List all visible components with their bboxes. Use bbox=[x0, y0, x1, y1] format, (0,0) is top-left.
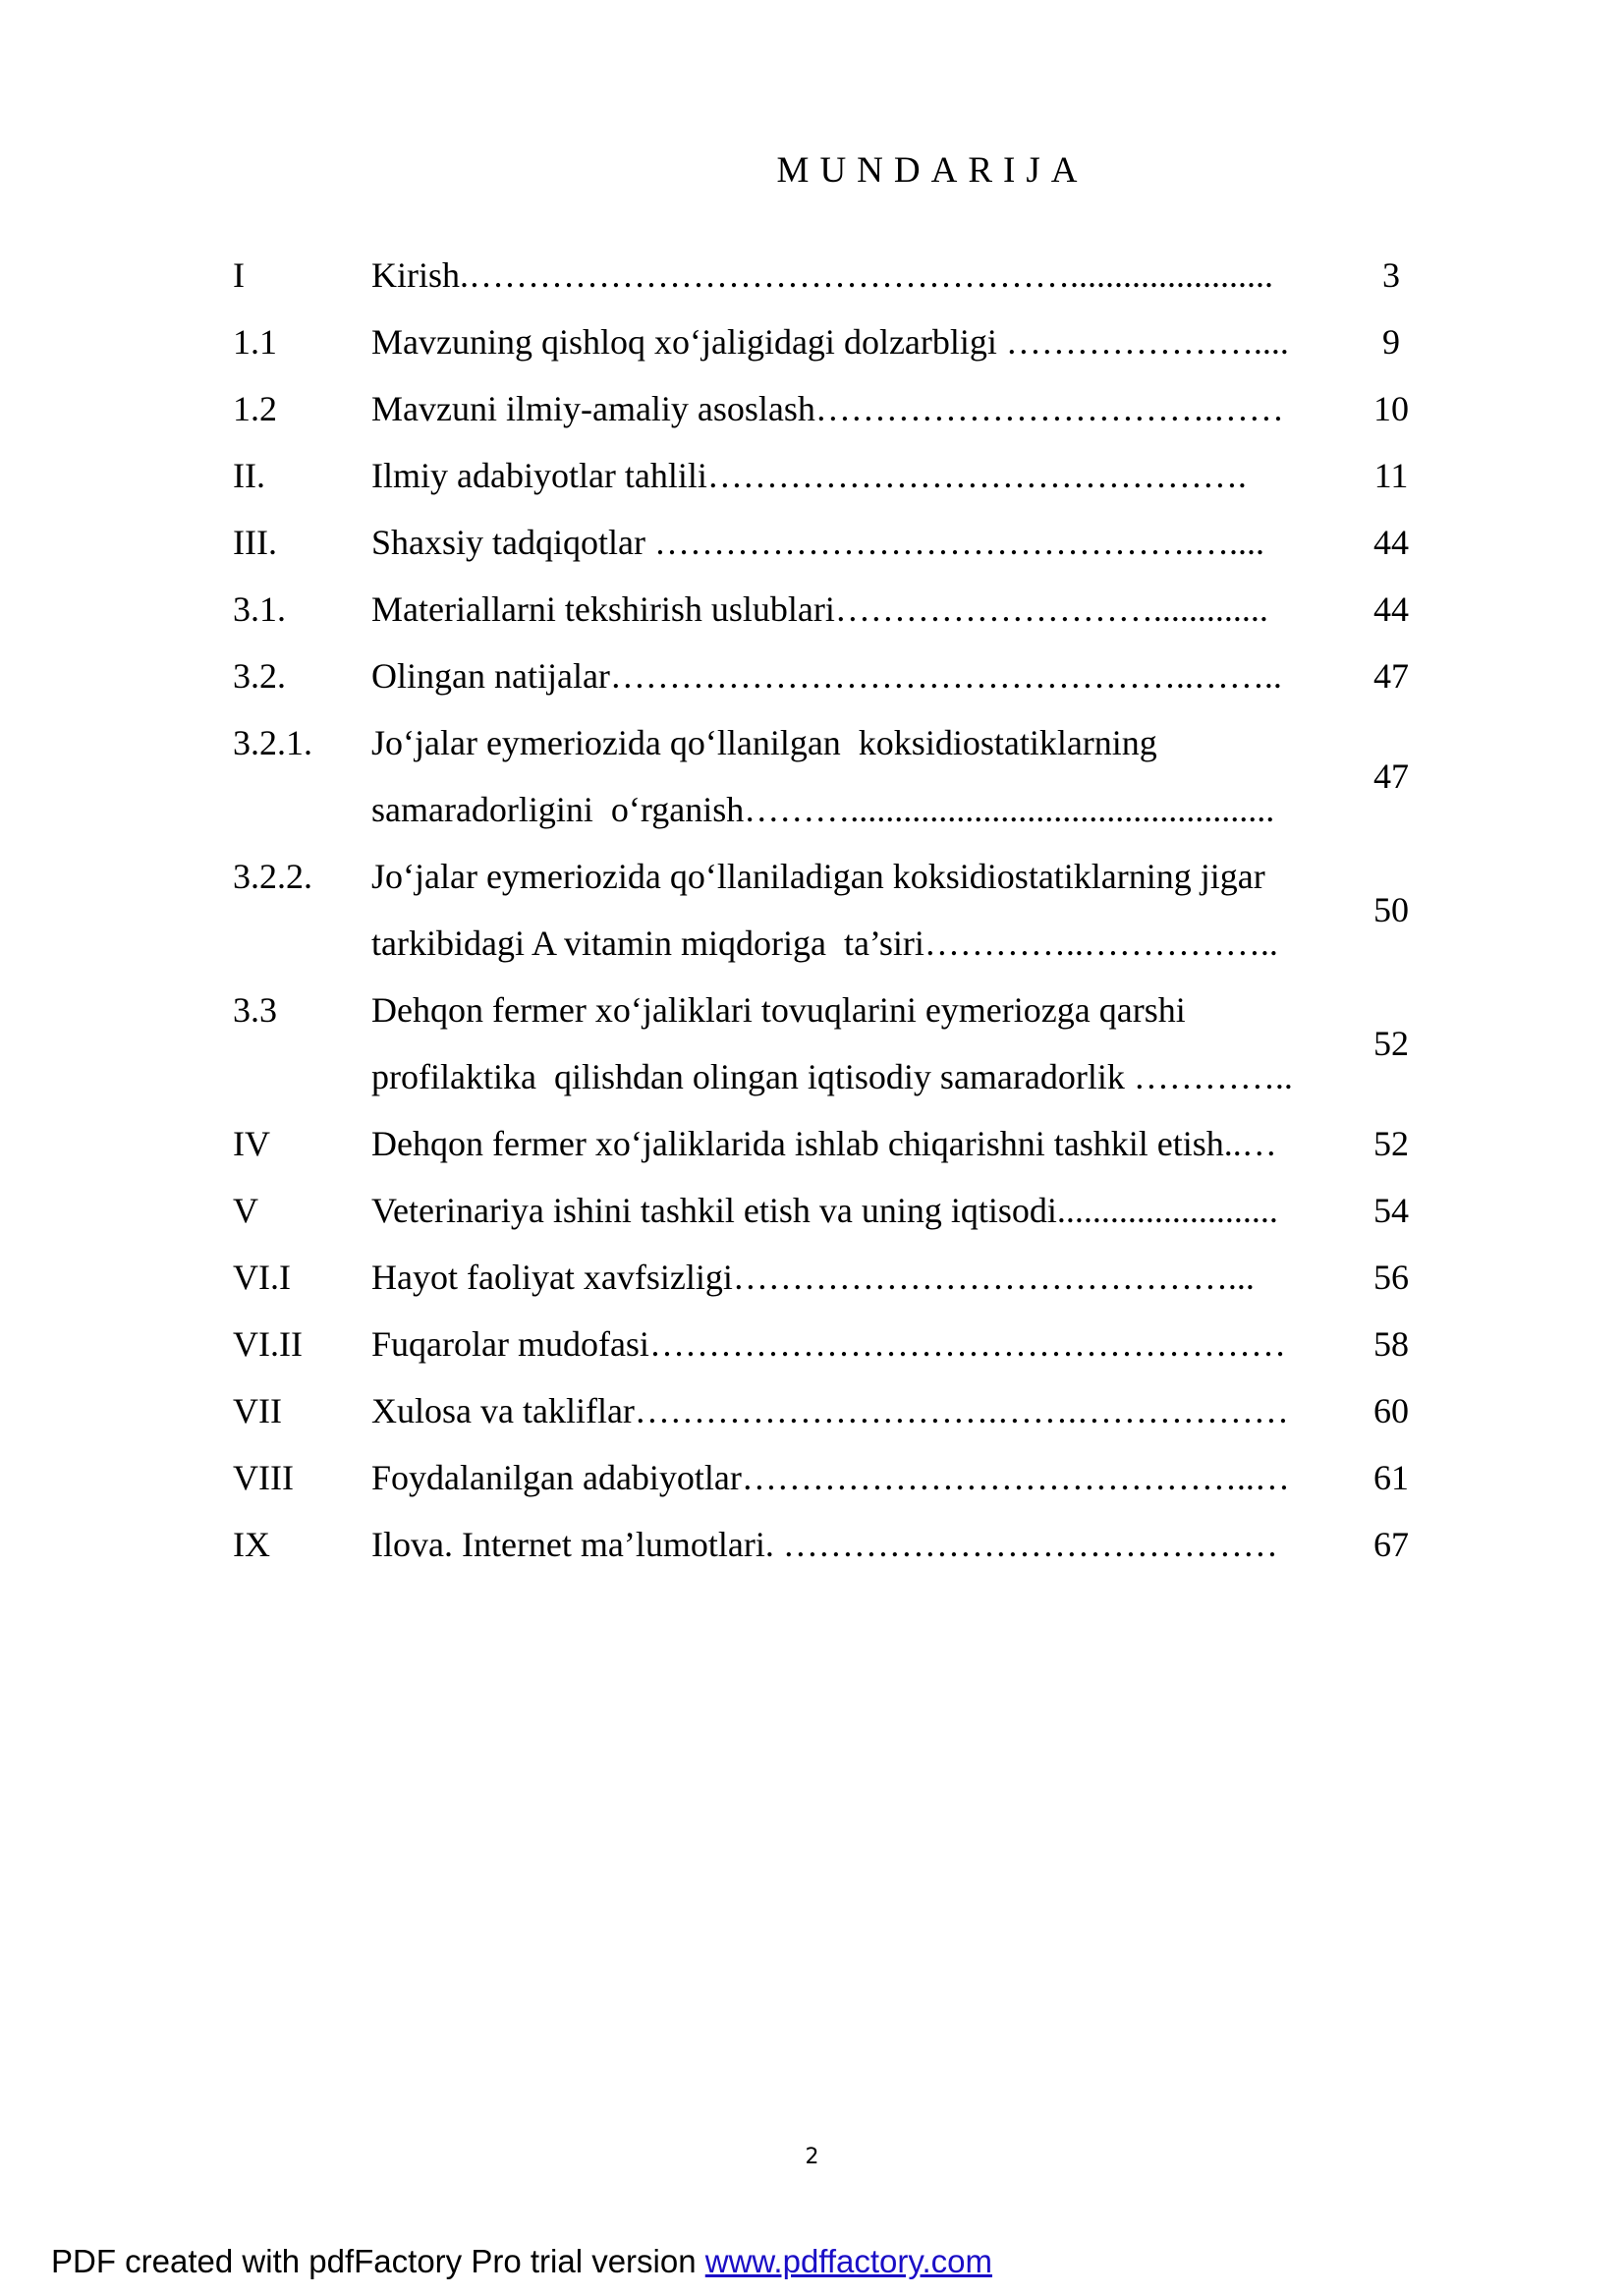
toc-entry-page: 61 bbox=[1373, 1458, 1409, 1497]
toc-entry-title: Ilmiy adabiyotlar tahlili………………………………………. bbox=[371, 456, 1247, 495]
toc-entry-title: Mavzuning qishloq xo‘jaligidagi dolzarbligi ………………….... bbox=[371, 322, 1289, 362]
toc-entry-title: Mavzuni ilmiy-amaliy asoslash…………………………….…… bbox=[371, 389, 1284, 428]
toc-entry-page: 60 bbox=[1373, 1391, 1409, 1430]
toc-entry-number: VII bbox=[233, 1391, 282, 1430]
toc-entry-title: Shaxsiy tadqiqotlar ……………………………………….….... bbox=[371, 523, 1264, 562]
toc-entry-title: Materiallarni tekshirish uslublari………………………............. bbox=[371, 589, 1268, 629]
toc-entry-number: 3.1. bbox=[233, 589, 286, 629]
toc-entry bbox=[233, 1377, 1451, 1444]
toc-entry-title: Dehqon fermer xo‘jaliklari tovuqlarini eymeriozga qarshi profilaktika qilishdan olingan iqtisodiy samaradorlik ………….. bbox=[371, 990, 1293, 1096]
toc-entry-number: V bbox=[233, 1191, 258, 1230]
toc-entry-title: Hayot faoliyat xavfsizligi……………………………………... bbox=[371, 1258, 1255, 1297]
pdffactory-link[interactable]: www.pdffactory.com bbox=[704, 2243, 992, 2279]
table-of-contents bbox=[233, 242, 1451, 1578]
toc-entry-page: 52 bbox=[1373, 1124, 1409, 1163]
toc-entry-title: Xulosa va takliflar………………………….…….……………… bbox=[371, 1391, 1289, 1430]
toc-entry-title: Olingan natijalar…………………………………………..…….. bbox=[371, 656, 1282, 696]
toc-entry-title: Ilova. Internet ma’lumotlari. …………………………………… bbox=[371, 1525, 1278, 1564]
toc-entry bbox=[233, 1311, 1451, 1377]
toc-entry bbox=[233, 442, 1451, 509]
toc-entry-title: Dehqon fermer xo‘jaliklarida ishlab chiqarishni tashkil etish..… bbox=[371, 1124, 1277, 1163]
toc-entry bbox=[233, 1444, 1451, 1511]
toc-entry-page: 47 bbox=[1373, 656, 1409, 696]
toc-entry-number: VIII bbox=[233, 1458, 294, 1497]
pdf-footer-text: PDF created with pdfFactory Pro trial version bbox=[51, 2243, 705, 2279]
toc-entry bbox=[233, 1110, 1451, 1177]
toc-entry-number: 3.2. bbox=[233, 656, 286, 696]
toc-entry bbox=[233, 1244, 1451, 1311]
toc-entry-page: 9 bbox=[1382, 322, 1400, 362]
toc-entry-page: 3 bbox=[1382, 255, 1400, 295]
toc-entry-number: IX bbox=[233, 1525, 270, 1564]
toc-entry-number: III. bbox=[233, 523, 277, 562]
toc-entry-page: 67 bbox=[1373, 1525, 1409, 1564]
toc-entry bbox=[233, 509, 1451, 576]
toc-entry bbox=[233, 643, 1451, 709]
toc-entry bbox=[233, 709, 1451, 843]
toc-entry-title: Kirish.……………………………………………....................... bbox=[371, 255, 1273, 295]
toc-entry-number: IV bbox=[233, 1124, 270, 1163]
toc-entry bbox=[233, 242, 1451, 308]
toc-entry-title: Jo‘jalar eymeriozida qo‘llaniladigan koksidiostatiklarning jigar tarkibidagi A vitamin miqdoriga ta’siri…………..…………….. bbox=[371, 857, 1278, 963]
toc-entry-title: Veterinariya ishini tashkil etish va uning iqtisodi......................... bbox=[371, 1191, 1278, 1230]
toc-entry bbox=[233, 1511, 1451, 1578]
toc-entry-page: 58 bbox=[1373, 1324, 1409, 1364]
toc-entry-page: 50 bbox=[1373, 890, 1409, 929]
toc-entry-title: Fuqarolar mudofasi……………………………………………… bbox=[371, 1324, 1286, 1364]
toc-entry-page: 10 bbox=[1373, 389, 1409, 428]
toc-entry bbox=[233, 843, 1451, 977]
toc-entry-page: 52 bbox=[1373, 1024, 1409, 1063]
toc-entry-number: 1.1 bbox=[233, 322, 277, 362]
toc-entry-page: 44 bbox=[1373, 523, 1409, 562]
toc-entry-page: 44 bbox=[1373, 589, 1409, 629]
toc-entry-page: 47 bbox=[1373, 756, 1409, 796]
toc-entry-number: 3.3 bbox=[233, 990, 277, 1030]
toc-entry-title: Foydalanilgan adabiyotlar……………………………………..… bbox=[371, 1458, 1290, 1497]
toc-entry bbox=[233, 1177, 1451, 1244]
toc-title: MUNDARIJA bbox=[776, 150, 1089, 191]
toc-entry-number: 1.2 bbox=[233, 389, 277, 428]
toc-entry bbox=[233, 576, 1451, 643]
toc-entry-number: 3.2.1. bbox=[233, 723, 312, 762]
toc-entry-page: 56 bbox=[1373, 1258, 1409, 1297]
toc-entry-page: 54 bbox=[1373, 1191, 1409, 1230]
toc-entry-page: 11 bbox=[1373, 456, 1409, 495]
toc-entry-number: 3.2.2. bbox=[233, 857, 312, 896]
pdf-footer bbox=[51, 2243, 992, 2280]
toc-entry-title: Jo‘jalar eymeriozida qo‘llanilgan koksidiostatiklarning samaradorligini o‘rganish………................................................ bbox=[371, 723, 1275, 829]
toc-entry bbox=[233, 308, 1451, 375]
toc-entry bbox=[233, 375, 1451, 442]
toc-entry-number: VI.II bbox=[233, 1324, 303, 1364]
toc-entry-number: II. bbox=[233, 456, 265, 495]
toc-entry bbox=[233, 977, 1451, 1110]
page-number: 2 bbox=[805, 2145, 819, 2169]
toc-entry-number: I bbox=[233, 255, 245, 295]
toc-entry-number: VI.I bbox=[233, 1258, 291, 1297]
